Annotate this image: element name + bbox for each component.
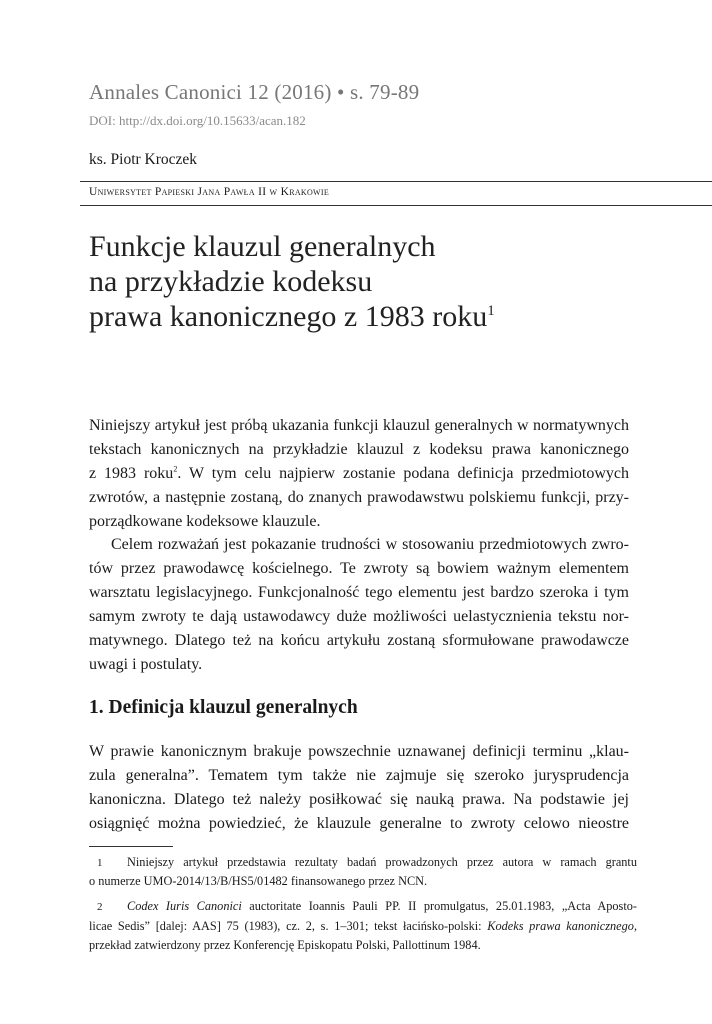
author-affiliation: Uniwersytet Papieski Jana Pawła II w Krakowie [89, 186, 330, 198]
footnotes [89, 853, 637, 955]
author-name: ks. Piotr Kroczek [89, 151, 198, 168]
footnote-text: Niniejszy artykuł przedstawia rezultaty badań prowadzonych przez autora w ramach grantu [127, 855, 637, 869]
footnote-2-line: przekład zatwierdzony przez Konferencję Episkopatu Polski, Pallottinum 1984. [89, 937, 481, 952]
paragraph-line: W prawie kanonicznym brakuje powszechnie uznawanej definicji terminu „klau- [89, 743, 629, 760]
header-rule-top [80, 181, 712, 182]
paragraph-line: kanoniczna. Dlatego też należy posiłkować się nauką prawa. Na podstawie jej [89, 790, 629, 808]
abstract-line: warsztatu legislacyjnego. Funkcjonalność tego elementu jest bardzo szeroka i tym [89, 584, 629, 602]
doi-link[interactable]: DOI: http://dx.doi.org/10.15633/acan.182 [89, 113, 306, 128]
abstract-line: Celem rozważań jest pokazanie trudności w stosowaniu przedmiotowych zwro- [111, 536, 629, 554]
section-paragraph [89, 740, 629, 836]
footnote-rule [89, 846, 173, 847]
footnote-number: 1 [97, 857, 103, 869]
paragraph-line: osiągnięć można powiedzieć, że klauzule generalne to zwroty celowo nieostre [89, 814, 629, 832]
abstract-line: matywnego. Dlatego też na końcu artykułu zostaną sformułowane prawodawcze [89, 632, 629, 650]
abstract-line: zwrotów, a następnie zostaną, do znanych prawodawstwu polskiemu funkcji, przy- [89, 488, 629, 506]
footnote-2-line [89, 897, 637, 916]
footnote-italic-title: Codex Iuris Canonici [127, 899, 242, 914]
footnote-2-line [89, 917, 637, 936]
abstract-line-start: z 1983 roku [89, 464, 174, 482]
abstract-line [89, 462, 629, 486]
section-heading: 1. Definicja klauzul generalnych [89, 697, 358, 718]
abstract-line: uwagi i postulaty. [89, 655, 203, 673]
footnote-text: licae Sedis” [dalej: AAS] 75 (1983), cz. 2, s. 1–301; tekst łacińsko-polski: [89, 918, 488, 933]
footnote-1-line [89, 853, 637, 872]
paragraph-line: zula generalna”. Tematem tym także nie zajmuje się szeroko jurysprudencja [89, 766, 629, 784]
abstract [89, 414, 629, 677]
footnote-mark-1[interactable]: 1 [487, 303, 495, 319]
abstract-line: tów przez prawodawcę kościelnego. Te zwroty są bowiem ważnym elementem [89, 560, 629, 578]
abstract-line: tekstach kanonicznych na przykładzie klauzul z kodeksu prawa kanonicznego [89, 440, 629, 458]
article-title [89, 229, 649, 334]
abstract-line: porządkowane kodeksowe klauzule. [89, 512, 321, 530]
title-line-text: prawa kanonicznego z 1983 roku [89, 300, 488, 333]
title-line [89, 299, 649, 334]
abstract-line: samym zwroty te dają ustawodawcy duże możliwości uelastycznienia tekstu nor- [89, 608, 629, 626]
footnote-1-line: o numerze UMO-2014/13/B/HS5/01482 finansowanego przez NCN. [89, 874, 428, 889]
footnote-number: 2 [97, 901, 103, 914]
footnote-mark-2[interactable]: 2 [173, 464, 178, 474]
title-line: na przykładzie kodeksu [89, 265, 373, 298]
footnote-text: , [633, 918, 638, 933]
abstract-line-end: . W tym celu najpierw zostanie podana definicja przedmiotowych [177, 464, 629, 482]
title-line: Funkcje klauzul generalnych [89, 230, 436, 263]
footnote-italic-title: Kodeks prawa kanonicznego [487, 918, 634, 933]
footnote-text: auctoritate Ioannis Pauli PP. II promulgatus, 25.01.1983, „Acta Aposto- [241, 899, 637, 914]
journal-citation: Annales Canonici 12 (2016) • s. 79-89 [89, 80, 420, 104]
header-rule-bottom [80, 205, 712, 206]
abstract-line: Niniejszy artykuł jest próbą ukazania funkcji klauzul generalnych w normatywnych [89, 417, 629, 434]
